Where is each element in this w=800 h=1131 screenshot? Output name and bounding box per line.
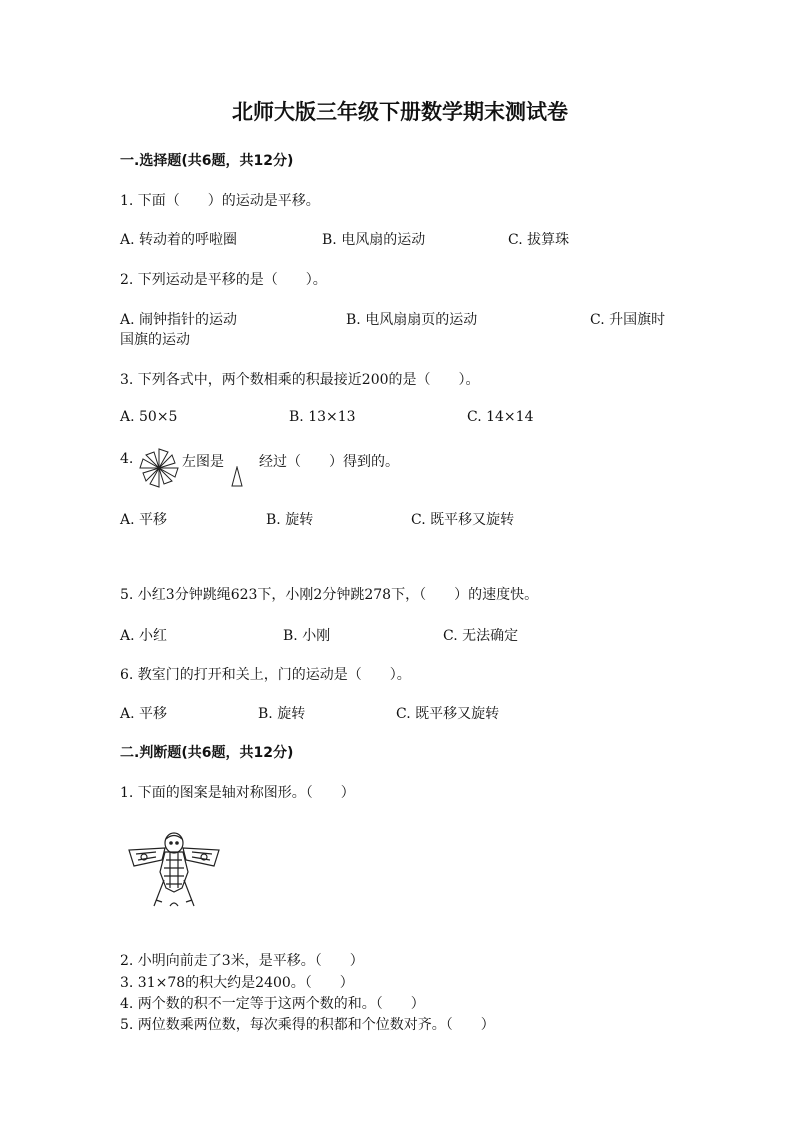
judgment-item-2: 2. 小明向前走了3米，是平移。（ ） [120,953,364,969]
question-1-option-a: A. 转动着的呼啦圈 [120,232,238,248]
question-6-option-a: A. 平移 [120,706,168,722]
judgment-item-5: 5. 两位数乘两位数，每次乘得的积都和个位数对齐。（ ） [120,1017,495,1033]
question-5-option-c: C. 无法确定 [443,628,519,644]
judgment-item-4: 4. 两个数的积不一定等于这两个数的和。（ ） [120,996,425,1012]
question-2-option-c: C. 升国旗时 [590,312,666,328]
question-5-stem: 5. 小红3分钟跳绳623下，小刚2分钟跳278下，（ ）的速度快。 [120,587,539,603]
question-5-option-a: A. 小红 [120,628,168,644]
question-4-number: 4. [120,451,134,467]
question-1-option-c: C. 拔算珠 [508,232,570,248]
question-3-option-c: C. 14×14 [467,409,534,425]
triangle-blade-figure [230,466,244,488]
question-2-stem: 2. 下列运动是平移的是（ ）。 [120,272,327,288]
kite-figure [126,830,222,912]
question-4-option-c: C. 既平移又旋转 [411,512,515,528]
question-2-option-c-wrap: 国旗的运动 [120,332,190,348]
question-6-option-b: B. 旋转 [258,706,306,722]
question-5-option-b: B. 小刚 [283,628,331,644]
page-title: 北师大版三年级下册数学期末测试卷 [232,100,568,124]
section-heading-judgment: 二.判断题(共6题，共12分) [120,745,294,761]
judgment-item-3: 3. 31×78的积大约是2400。（ ） [120,975,354,991]
question-3-stem: 3. 下列各式中，两个数相乘的积最接近200的是（ ）。 [120,372,480,388]
question-2-option-a: A. 闹钟指针的运动 [120,312,238,328]
judgment-item-1: 1. 下面的图案是轴对称图形。（ ） [120,785,355,801]
question-4-option-a: A. 平移 [120,512,168,528]
question-4-stem-mid: 左图是 [182,454,224,470]
question-6-stem: 6. 教室门的打开和关上，门的运动是（ ）。 [120,667,411,683]
pinwheel-figure [137,446,181,490]
question-4-option-b: B. 旋转 [266,512,314,528]
question-3-option-a: A. 50×5 [120,409,178,425]
question-3-option-b: B. 13×13 [289,409,356,425]
question-1-option-b: B. 电风扇的运动 [322,232,426,248]
question-6-option-c: C. 既平移又旋转 [396,706,500,722]
section-heading-choice: 一.选择题(共6题，共12分) [120,153,294,169]
question-4-stem-end: 经过（ ）得到的。 [259,454,399,470]
question-1-stem: 1. 下面（ ）的运动是平移。 [120,193,320,209]
question-2-option-b: B. 电风扇扇页的运动 [346,312,478,328]
